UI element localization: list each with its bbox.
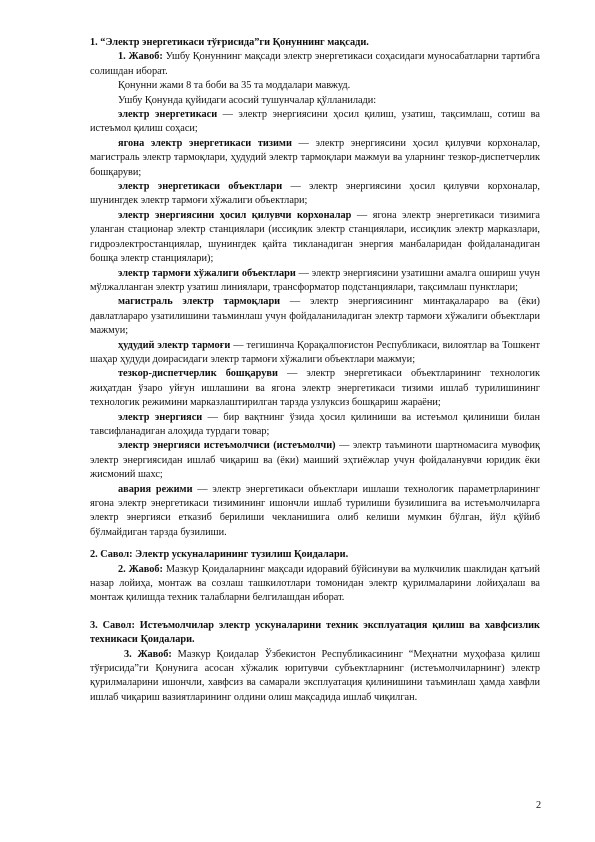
definition-term: ҳудудий электр тармоғи <box>118 339 231 351</box>
answer-2-text: Мазкур Қоидаларнинг мақсади идоравий бўйсинуви ва мулкчилик шаклидан қатъий назар лойиҳа, монтаж ва созлаш ташкилотлари томонидан электр қурилмаларини лойиҳалаш ва монтаж қилишда техник талабларни белгилашдан иборат. <box>90 563 540 604</box>
answer-2-paragraph <box>90 563 540 606</box>
concepts-intro: Ушбу Қонунда қуйидаги асосий тушунчалар қўлланилади: <box>118 94 377 106</box>
answer-3-text: Мазкур Қоидалар Ўзбекистон Республикасининг “Меҳнатни муҳофаза қилиш тўғрисида”ги Қонунига асосан хўжалик юритувчи субъектларнинг (истеъмолчиларнинг) электр қурилмаларини ишончли, хавфсиз ва самарали эксплуатация қилинишини таъминлаш ҳамда хавфли ишлаб чиқариш вазиятларининг олдини олиш мақсадида ишлаб чиқилган. <box>90 648 540 703</box>
answer-2-lead: 2. Жавоб: <box>118 563 163 575</box>
definition-text: — электр энергиясини ҳосил қилиш, узатиш, тақсимлаш, сотиш ва истеъмол қилиш соҳаси; <box>90 109 540 135</box>
definition-item <box>90 108 540 137</box>
definition-text: — электр таъминоти шартномасига мувофиқ электр энергиясидан ишлаб чиқариш ва (ёки) маиший эҳтиёжлар учун фойдаланувчи юридик ёки жисмоний шахс; <box>90 440 540 481</box>
section-3-heading: 3. Савол: Истеъмолчилар электр ускуналарини техник эксплуатация қилиш ва хавфсизлик техникаси Қоидалари. <box>90 619 540 646</box>
definition-term: электр энергиясини ҳосил қилувчи корхоналар <box>118 209 352 221</box>
definition-item <box>90 483 540 541</box>
answer-1-text: Ушбу Қонуннинг мақсади электр энергетикаси соҳасидаги муносабатларни тартибга солишдан иборат. <box>90 51 540 77</box>
definition-item <box>90 339 540 368</box>
definition-text: — электр энергиясини ҳосил қилувчи корхоналар, шунингдек электр тармоғи хўжалиги объектлари; <box>90 181 540 207</box>
definition-term: электр энергияси <box>118 411 203 423</box>
definition-term: электр энергияси истеъмолчиси (истеъмолчи) <box>118 440 336 452</box>
definition-term: магистраль электр тармоқлари <box>118 296 281 308</box>
chapters-note: Қонунни жами 8 та боби ва 35 та моддалари мавжуд. <box>118 80 351 92</box>
definition-text: — электр энергиясини ҳосил қилувчи корхоналар, магистраль электр тармоқлари, ҳудудий электр тармоқлари мажмуи ва уларнинг тезкор-диспетчерлик бошқаруви; <box>90 137 540 178</box>
definition-term: электр энергетикаси <box>118 109 218 121</box>
definition-term: ягона электр энергетикаси тизими <box>118 137 292 149</box>
definition-item <box>90 439 540 482</box>
page-number: 2 <box>536 800 542 811</box>
definition-item <box>90 367 540 410</box>
answer-1-lead: 1. Жавоб: <box>118 51 163 63</box>
definition-item <box>90 295 540 338</box>
definition-text: — электр энергетикаси объектлари ишлаши технологик параметрларининг ягона электр энергетикаси тизимининг ишончли ишлаб турилиши бузилишига ва истеъмолчиларга электр энергияси етказиб берилиши чекланишига олиб келиши мумкин бўлган, йўл қўйиб бўлмайдиган тарзда бузилиши. <box>90 483 540 538</box>
definition-item <box>90 180 540 209</box>
definition-term: электр тармоғи хўжалиги объектлари <box>118 267 296 279</box>
section-2-heading: 2. Савол: Электр ускуналарининг тузилиш Қоидалари. <box>90 549 349 561</box>
definition-text: — электр энергетикаси объектларининг технологик жиҳатдан ўзаро уйғун ишлашини ва ягона электр энергетикаси тизими ишлаб турилишининг технологик режимини марказлаштирилган тарзда узлуксиз бошқариш жараёни; <box>90 368 541 409</box>
document-page <box>90 36 540 705</box>
definition-term: авария режими <box>118 483 193 495</box>
answer-1-paragraph <box>90 50 540 79</box>
definition-item <box>90 209 540 267</box>
definition-text: — бир вақтнинг ўзида ҳосил қилиниши ва истеъмол қилиниши билан тавсифланадиган алоҳида турдаги товар; <box>90 411 541 437</box>
section-1-heading: 1. “Электр энергетикаси тўғрисида”ги Қонуннинг мақсади. <box>90 37 369 48</box>
definition-item <box>90 267 540 296</box>
definition-text: — тегишинча Қорақалпоғистон Республикаси, вилоятлар ва Тошкент шаҳар ҳудуди доирасидаги электр тармоғи хўжалиги объектлари мажмуи; <box>90 339 540 365</box>
answer-3-paragraph <box>90 648 540 706</box>
definition-item <box>90 411 540 440</box>
answer-3-lead: 3. Жавоб: <box>124 648 172 660</box>
definition-item <box>90 137 540 180</box>
definition-text: — электр энергиясини узатишни амалга ошириш учун мўлжалланган электр узатиш линиялари, трансформатор подстанциялари, тақсимлаш пунктлари; <box>90 267 540 293</box>
definition-text: — ягона электр энергетикаси тизимига уланган стационар электр станциялари (иссиқлик электр станциялари, иссиқлик электр марказлари, гидроэлектростанциялар, шунингдек қайта тикланадиган энергия манбаларидан фойдаланадиган бошқа электр станциялари); <box>90 209 540 265</box>
definition-term: электр энергетикаси объектлари <box>118 181 283 193</box>
definition-text: — электр энергиясининг минтақалараро ва (ёки) давлатлараро узатилишини таъминлаш учун фойдаланиладиган электр тармоғи хўжалиги объектлари мажмуи; <box>90 296 540 337</box>
definition-term: тезкор-диспетчерлик бошқаруви <box>118 368 278 380</box>
